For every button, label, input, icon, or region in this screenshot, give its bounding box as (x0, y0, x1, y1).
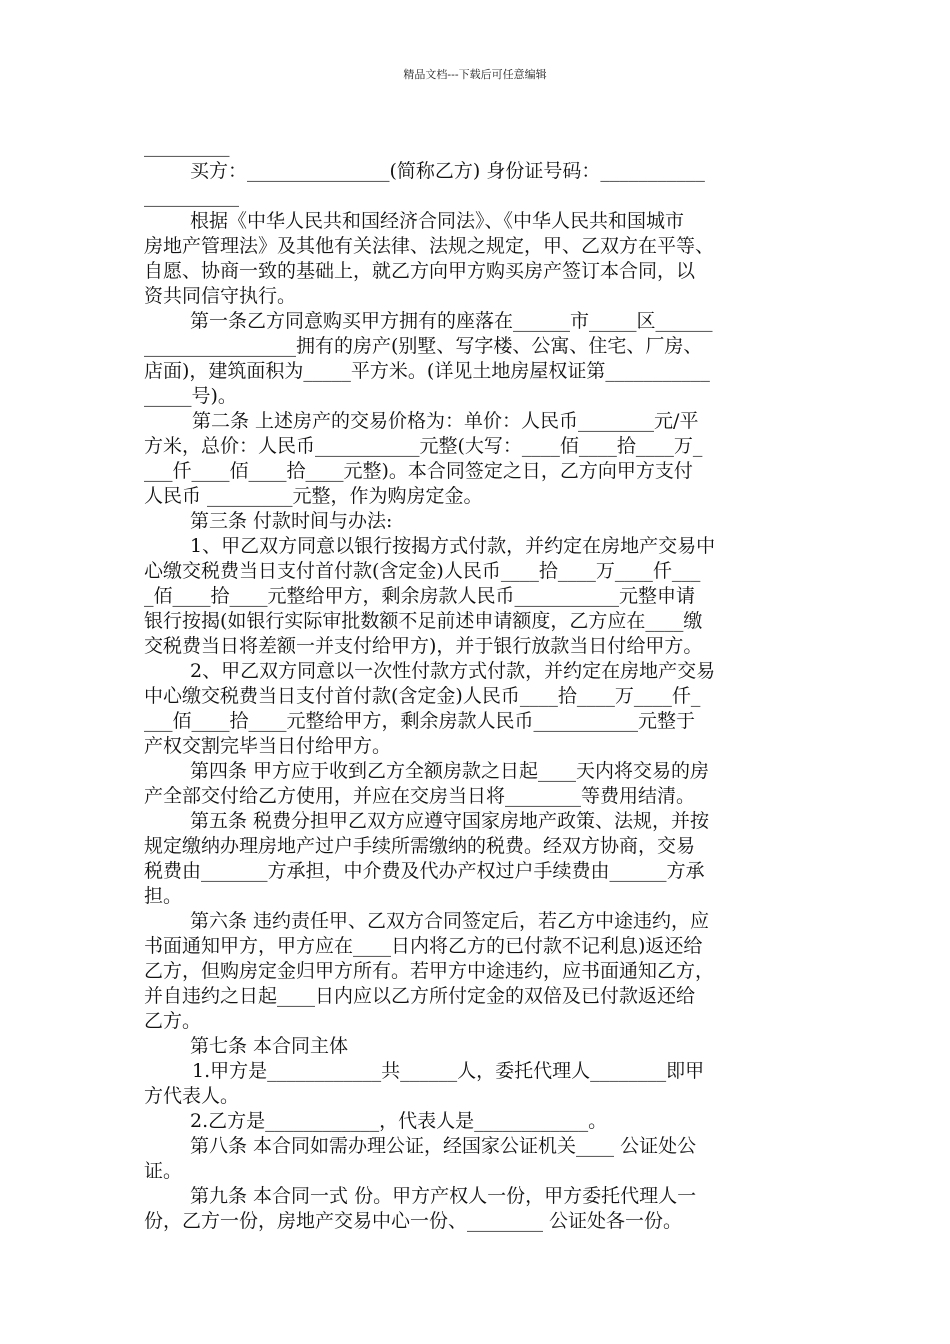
contract-line: 第四条 甲方应于收到乙方全额房款之日起____天内将交易的房 (190, 760, 710, 782)
contract-line: 店面)，建筑面积为_____平方米。(详见土地房屋权证第___________ (144, 360, 710, 382)
contract-line: 产权交割完毕当日付给甲方。 (144, 735, 392, 757)
contract-line: 方米，总价：人民币___________元整(大写：____佰____拾____万_ (144, 435, 703, 457)
contract-line: 1.甲方是____________共______人，委托代理人________即甲 (192, 1060, 705, 1082)
contract-body (144, 134, 809, 1234)
contract-line: 乙方。 (144, 1010, 202, 1032)
contract-line: 第三条 付款时间与办法: (190, 510, 393, 532)
contract-line: 担。 (144, 885, 183, 907)
contract-line: 并自违约之日起____日内应以乙方所付定金的双倍及已付款返还给 (144, 985, 696, 1007)
contract-line: 产全部交付给乙方使用，并应在交房当日将________等费用结清。 (144, 785, 696, 807)
contract-line: 第一条乙方同意购买甲方拥有的座落在______市_____区______ (190, 310, 713, 332)
contract-line: 证。 (144, 1160, 183, 1182)
contract-line: 份，乙方一份，房地产交易中心一份、________ 公证处各一份。 (144, 1210, 683, 1232)
contract-line: 自愿、协商一致的基础上，就乙方向甲方购买房产签订本合同，以 (144, 260, 696, 282)
contract-line: 第五条 税费分担甲乙双方应遵守国家房地产政策、法规，并按 (190, 810, 710, 832)
contract-line: 根据《中华人民共和国经济合同法》、《中华人民共和国城市 (190, 210, 685, 232)
contract-line: 买方：_______________(简称乙方) 身份证号码：___________ (190, 160, 705, 182)
contract-line: __________ (144, 185, 239, 207)
contract-line: ___佰____拾____元整给甲方，剩余房款人民币___________元整于 (144, 710, 696, 732)
contract-line: ________________拥有的房产(别墅、写字楼、公寓、住宅、厂房、 (144, 335, 703, 357)
contract-line: 第八条 本合同如需办理公证，经国家公证机关____ 公证处公 (190, 1135, 697, 1157)
contract-line: 银行按揭(如银行实际审批数额不足前述申请额度，乙方应在____缴 (144, 610, 703, 632)
contract-line: 心缴交税费当日支付首付款(含定金)人民币____拾____万____仟___ (144, 560, 701, 582)
contract-line: _佰____拾____元整给甲方，剩余房款人民币___________元整申请 (144, 585, 696, 607)
contract-line: 乙方，但购房定金归甲方所有。若甲方中途违约，应书面通知乙方， (144, 960, 715, 982)
contract-line: 第二条 上述房产的交易价格为：单价：人民币________元/平 (192, 410, 699, 432)
page-header: 精品文档---下载后可任意编辑 (403, 68, 547, 81)
contract-line: 2、甲乙双方同意以一次性付款方式付款，并约定在房地产交易 (190, 660, 716, 682)
contract-line: 第六条 违约责任甲、乙双方合同签定后，若乙方中途违约，应 (190, 910, 710, 932)
contract-line: 第七条 本合同主体 (190, 1035, 349, 1057)
contract-line: 交税费当日将差额一并支付给甲方)，并于银行放款当日付给甲方。 (144, 635, 703, 657)
contract-line: 方代表人。 (144, 1085, 240, 1107)
contract-line: 税费由_______方承担，中介费及代办产权过户手续费由______方承 (144, 860, 705, 882)
contract-line: _____号)。 (144, 385, 237, 407)
contract-line: 房地产管理法》及其他有关法律、法规之规定，甲、乙双方在平等、 (144, 235, 715, 257)
contract-line: 1、甲乙双方同意以银行按揭方式付款，并约定在房地产交易中 (190, 535, 716, 557)
contract-line: 资共同信守执行。 (144, 285, 297, 307)
contract-line: 中心缴交税费当日支付首付款(含定金)人民币____拾____万____仟_ (144, 685, 701, 707)
contract-line: _________ (144, 135, 230, 157)
contract-line: 2.乙方是____________，代表人是____________。 (190, 1110, 608, 1132)
contract-line: 人民币 _________元整，作为购房定金。 (144, 485, 483, 507)
contract-line: 书面通知甲方，甲方应在____日内将乙方的已付款不记利息)返还给 (144, 935, 703, 957)
contract-line: 第九条 本合同一式 份。甲方产权人一份，甲方委托代理人一 (190, 1185, 697, 1207)
contract-line: 规定缴纳办理房地产过户手续所需缴纳的税费。经双方协商，交易 (144, 835, 696, 857)
contract-line: ___仟____佰____拾____元整)。本合同签定之日，乙方向甲方支付 (144, 460, 693, 482)
